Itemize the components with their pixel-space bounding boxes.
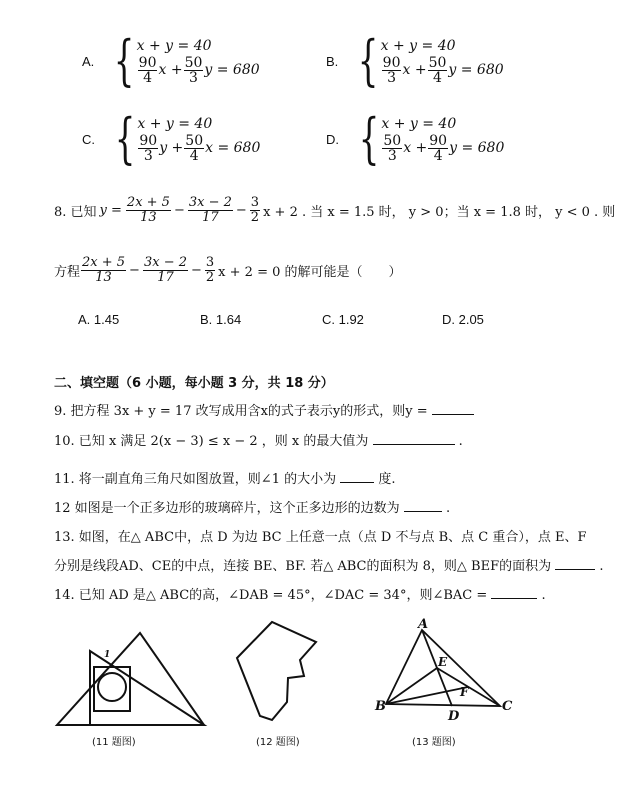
question-8-line2: 方程 $\frac{2x + 5}{13}$ − $\frac{3x - 2}{17}$ − $\frac{3}{2}$ x + 2 = 0 的解可能是（ ） (54, 255, 402, 285)
set-square (90, 651, 204, 725)
label-e: E (438, 655, 448, 669)
choice-d: D. 2.05 (442, 312, 484, 327)
equation-line: $\frac{90}{4}$ x + $\frac{50}{3}$ y = 680 (138, 54, 260, 86)
choice-b: B. 1.64 (200, 312, 242, 327)
figure-13 (372, 616, 522, 726)
label-b: B (375, 699, 386, 714)
equation-line: x + y = 40 (381, 115, 457, 132)
brace-icon: { (358, 29, 379, 92)
option-letter: C. (82, 131, 95, 147)
caption-11: (11 题图) (92, 737, 136, 748)
answer-blank[interactable] (555, 557, 595, 570)
question-8-line1: 8. 已知 y = $\frac{2x + 5}{13}$ − $\frac{3x - 2}{17}$ − $\frac{3}{2}$ x + 2 . 当 x = 1.5 时， y > 0；当 x = 1.8 时， y < 0 . 则 (54, 195, 616, 225)
answer-blank[interactable] (373, 432, 455, 445)
label-d: D (448, 709, 460, 724)
brace-icon: { (114, 29, 135, 92)
angle-label: 1 (104, 650, 111, 660)
equation-line: x + y = 40 (380, 37, 456, 54)
answer-blank[interactable] (432, 402, 474, 415)
circle-hole (98, 673, 126, 701)
option-b (326, 29, 504, 92)
answer-blank[interactable] (491, 586, 537, 599)
answer-blank[interactable] (340, 470, 374, 483)
question-13-line1: 13. 如图，在△ ABC中，点 D 为边 BC 上任意一点（点 D 不与点 B、点 C 重合），点 E、F (54, 530, 587, 545)
equation-line: $\frac{90}{3}$ x + $\frac{50}{4}$ y = 680 (382, 54, 504, 86)
option-letter: D. (326, 131, 339, 147)
question-10: 10. 已知 x 满足 2(x − 3) ≤ x − 2 ，则 x 的最大值为 . (54, 434, 463, 449)
question-11: 11. 将一副直角三角尺如图放置，则∠1 的大小为 度. (54, 472, 396, 487)
caption-12: (12 题图) (256, 737, 300, 748)
label-a: A (418, 617, 429, 632)
choice-a: A. 1.45 (78, 312, 120, 327)
equation-line: x + y = 40 (136, 37, 212, 54)
option-letter: B. (326, 53, 339, 69)
brace-icon: { (358, 107, 380, 170)
question-12: 12 如图是一个正多边形的玻璃碎片，这个正多边形的边数为 . (54, 501, 451, 516)
label-f: F (460, 685, 469, 699)
question-9: 9. 把方程 3x + y = 17 改写成用含x的式子表示y的形式，则y = (54, 400, 474, 419)
label-c: C (502, 699, 513, 714)
option-letter: A. (82, 53, 95, 69)
question-13-line2: 分别是线段AD、CE的中点，连接 BE、BF. 若△ ABC的面积为 8，则△ BEF的面积为 . (54, 559, 604, 574)
option-a (82, 29, 260, 92)
figure-12 (232, 620, 332, 722)
glass-fragment (237, 622, 316, 720)
brace-icon: { (114, 107, 136, 170)
equation-line: $\frac{50}{3}$ x + $\frac{90}{4}$ y = 680 (383, 132, 505, 164)
equation-line: $\frac{90}{3}$ y + $\frac{50}{4}$ x = 680 (139, 132, 261, 164)
figure-11 (54, 625, 214, 735)
choice-c: C. 1.92 (322, 312, 364, 327)
caption-13: (13 题图) (412, 737, 456, 748)
option-d (326, 107, 505, 170)
answer-blank[interactable] (404, 499, 442, 512)
section-title: 二、填空题（6 小题，每小题 3 分，共 18 分） (54, 376, 334, 391)
equation-line: x + y = 40 (137, 115, 213, 132)
question-14: 14. 已知 AD 是△ ABC的高，∠DAB = 45°，∠DAC = 34°，则∠BAC = . (54, 588, 546, 603)
option-c (82, 107, 261, 170)
